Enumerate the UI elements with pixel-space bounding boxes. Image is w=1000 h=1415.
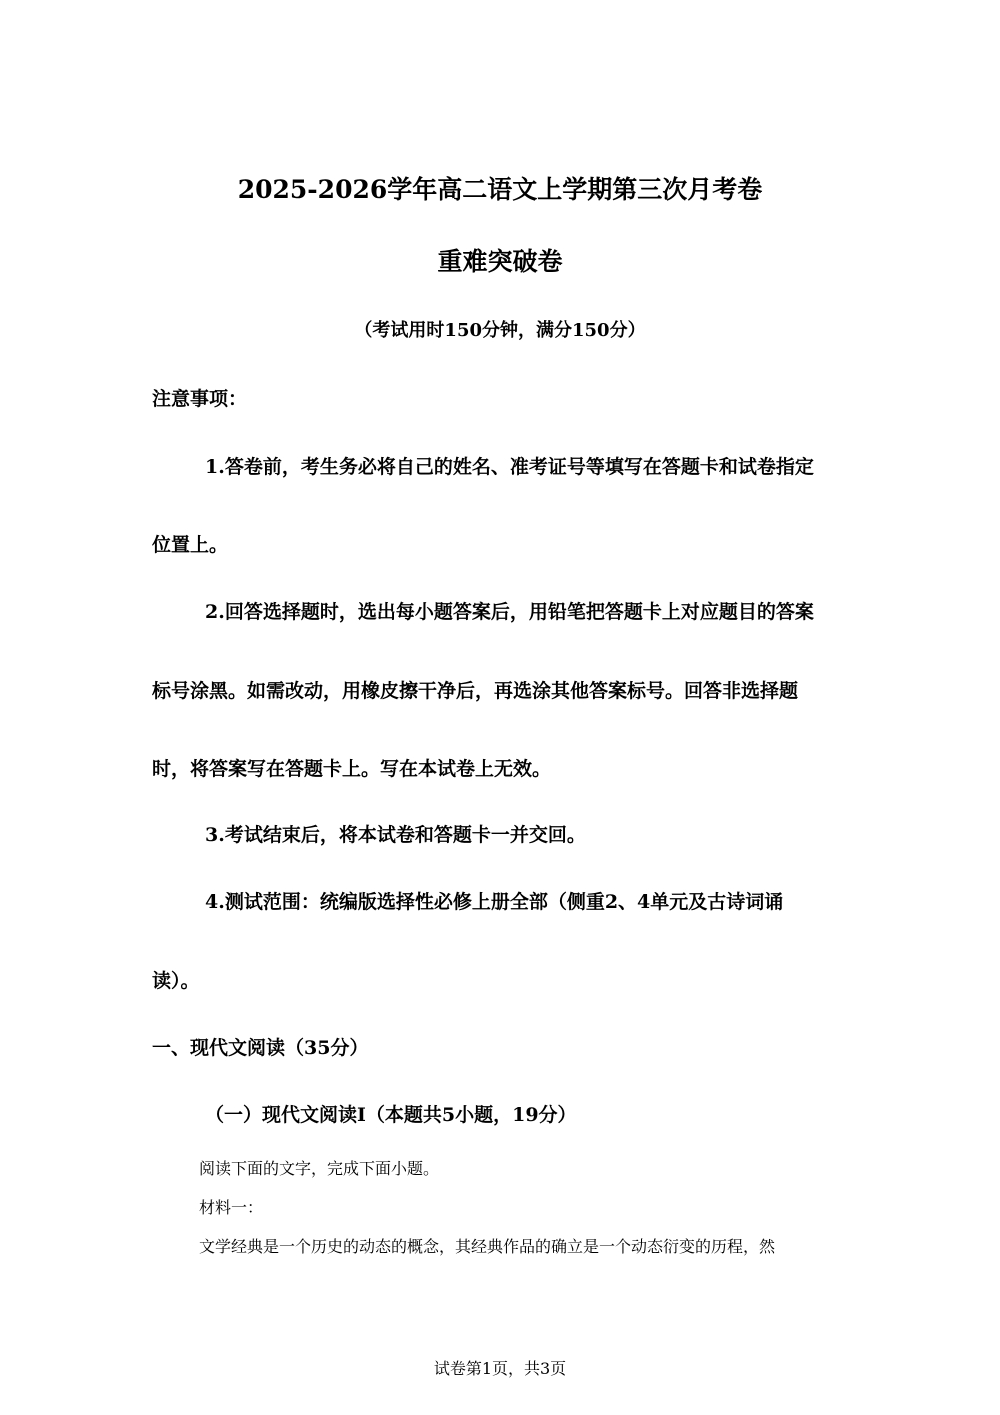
- notice-item-1-line-1: 1.答卷前，考生务必将自己的姓名、准考证号等填写在答题卡和试卷指定: [205, 456, 814, 478]
- exam-info: （考试用时150分钟，满分150分）: [354, 320, 646, 341]
- exam-subtitle: 重难突破卷: [437, 247, 563, 276]
- notice-heading: 注意事项：: [152, 388, 248, 410]
- notice-item-2-line-3: 时，将答案写在答题卡上。写在本试卷上无效。: [152, 758, 552, 780]
- section-1-heading: 一、现代文阅读（35分）: [152, 1037, 369, 1059]
- notice-item-2-line-2: 标号涂黑。如需改动，用橡皮擦干净后，再选涂其他答案标号。回答非选择题: [152, 680, 799, 702]
- material-text-line-1: 文学经典是一个历史的动态的概念，其经典作品的确立是一个动态衍变的历程，然: [199, 1237, 776, 1256]
- section-1-subheading: （一）现代文阅读Ⅰ（本题共5小题，19分）: [205, 1104, 577, 1126]
- exam-title: 2025-2026学年高二语文上学期第三次月考卷: [237, 175, 763, 204]
- notice-item-3: 3.考试结束后，将本试卷和答题卡一并交回。: [205, 824, 586, 846]
- notice-item-1-line-2: 位置上。: [152, 534, 229, 556]
- notice-item-4-line-2: 读）。: [152, 970, 200, 992]
- reading-instruction: 阅读下面的文字，完成下面小题。: [199, 1159, 440, 1178]
- notice-item-4-line-1: 4.测试范围：统编版选择性必修上册全部（侧重2、4单元及古诗词诵: [205, 891, 784, 913]
- material-label: 材料一：: [199, 1198, 264, 1217]
- page-footer: 试卷第1页，共3页: [433, 1359, 567, 1378]
- notice-item-2-line-1: 2.回答选择题时，选出每小题答案后，用铅笔把答题卡上对应题目的答案: [205, 601, 814, 623]
